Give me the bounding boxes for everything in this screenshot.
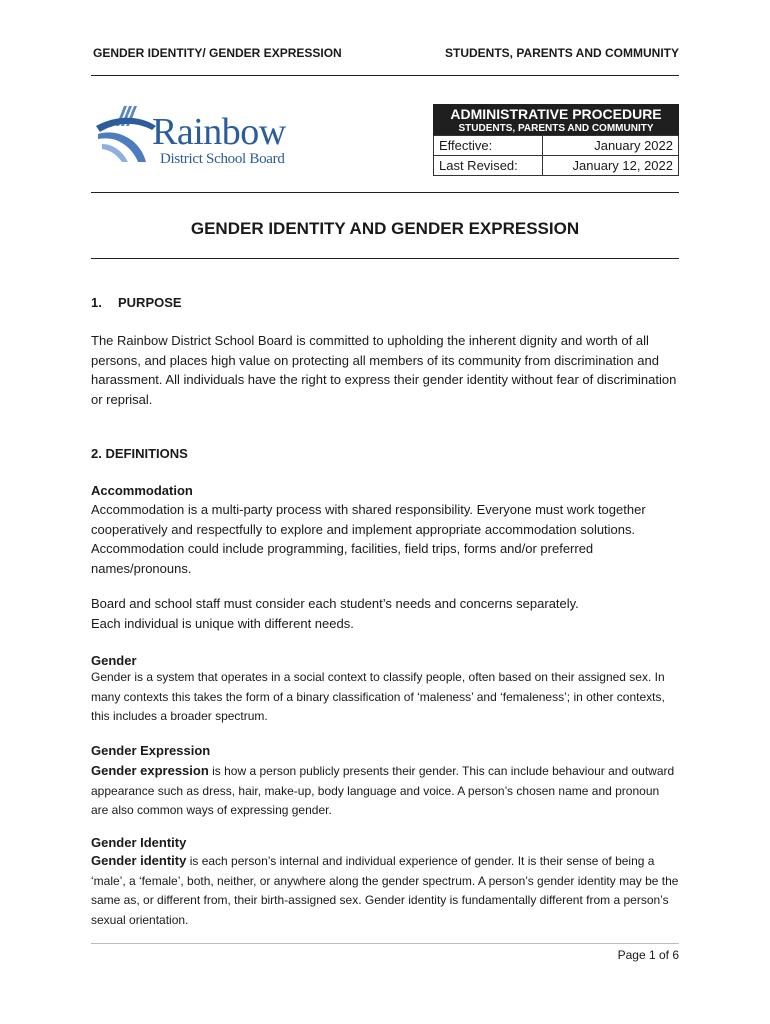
purpose-number: 1. (91, 295, 102, 310)
gender-identity-lead: Gender identity (91, 853, 187, 868)
accommodation-note-line-1: Board and school staff must consider each student’s needs and concerns separately. (91, 596, 579, 611)
title-bottom-rule (91, 258, 679, 259)
accommodation-note (91, 594, 679, 633)
purpose-text: The Rainbow District School Board is committed to upholding the inherent dignity and worth of all persons, and places high value on protecting all members of its community from discrimination and harassment. All individuals have the right to express their gender identity without fear of discrimination or reprisal. (91, 333, 677, 407)
effective-row (434, 136, 679, 156)
revised-value: January 12, 2022 (543, 156, 679, 176)
logo-wordmark: Rainbow (152, 111, 286, 153)
gender-expression-body: is how a person publicly presents their gender. This can include behaviour and outward appearance such as dress, hair, make-up, body language and voice. A person’s chosen name and pronoun are also common ways of expressing gender. (91, 764, 675, 817)
header-rule (91, 75, 679, 76)
gender-identity-text (91, 851, 679, 930)
admin-procedure-title: ADMINISTRATIVE PROCEDURE (450, 106, 662, 122)
page-title: GENDER IDENTITY AND GENDER EXPRESSION (190, 219, 580, 238)
rainbow-logo-icon (94, 104, 158, 166)
dates-table (433, 135, 679, 176)
page-number: Page 1 of 6 (617, 948, 679, 962)
admin-procedure-subtitle: STUDENTS, PARENTS AND COMMUNITY (458, 123, 654, 134)
definitions-heading: 2. DEFINITIONS (91, 446, 188, 461)
accommodation-text: Accommodation is a multi-party process with shared responsibility. Everyone must work together cooperatively and respectfully to explore and implement appropriate accommodation solutions. Accommodation could include programming, facilities, field trips, forms and/or preferred names/pronouns. (91, 502, 646, 576)
purpose-heading: PURPOSE (118, 295, 182, 310)
gender-text: Gender is a system that operates in a social context to classify people, often based on their assigned sex. In many contexts this takes the form of a binary classification of ‘maleness’ and ‘femaleness’; in other contexts, this includes a broader spectrum. (91, 670, 665, 723)
gender-term: Gender (91, 653, 137, 668)
gender-identity-term: Gender Identity (91, 835, 187, 850)
effective-value: January 2022 (543, 136, 679, 156)
gender-expression-term: Gender Expression (91, 743, 211, 758)
title-top-rule (91, 192, 679, 193)
gender-expression-text (91, 761, 679, 821)
revised-row (434, 156, 679, 176)
accommodation-note-line-2: Each individual is unique with different needs. (91, 615, 354, 631)
effective-label: Effective: (434, 136, 543, 156)
logo-subtitle: District School Board (160, 151, 285, 167)
header-left: GENDER IDENTITY/ GENDER EXPRESSION (93, 46, 342, 60)
revised-label: Last Revised: (434, 156, 543, 176)
gender-expression-lead: Gender expression (91, 763, 209, 778)
admin-procedure-banner (433, 104, 679, 135)
gender-identity-body: is each person’s internal and individual experience of gender. It is their sense of being a ‘male’, a ‘female’, both, neither, or anywhere along the gender spectrum. A person’s gender identity may be the same as, or different from, their birth-assigned sex. Gender identity is fundamentally different from a person’s sexual orientation. (91, 854, 679, 927)
header-right: STUDENTS, PARENTS AND COMMUNITY (445, 46, 679, 60)
accommodation-term: Accommodation (91, 483, 193, 498)
footer-rule (91, 943, 679, 944)
